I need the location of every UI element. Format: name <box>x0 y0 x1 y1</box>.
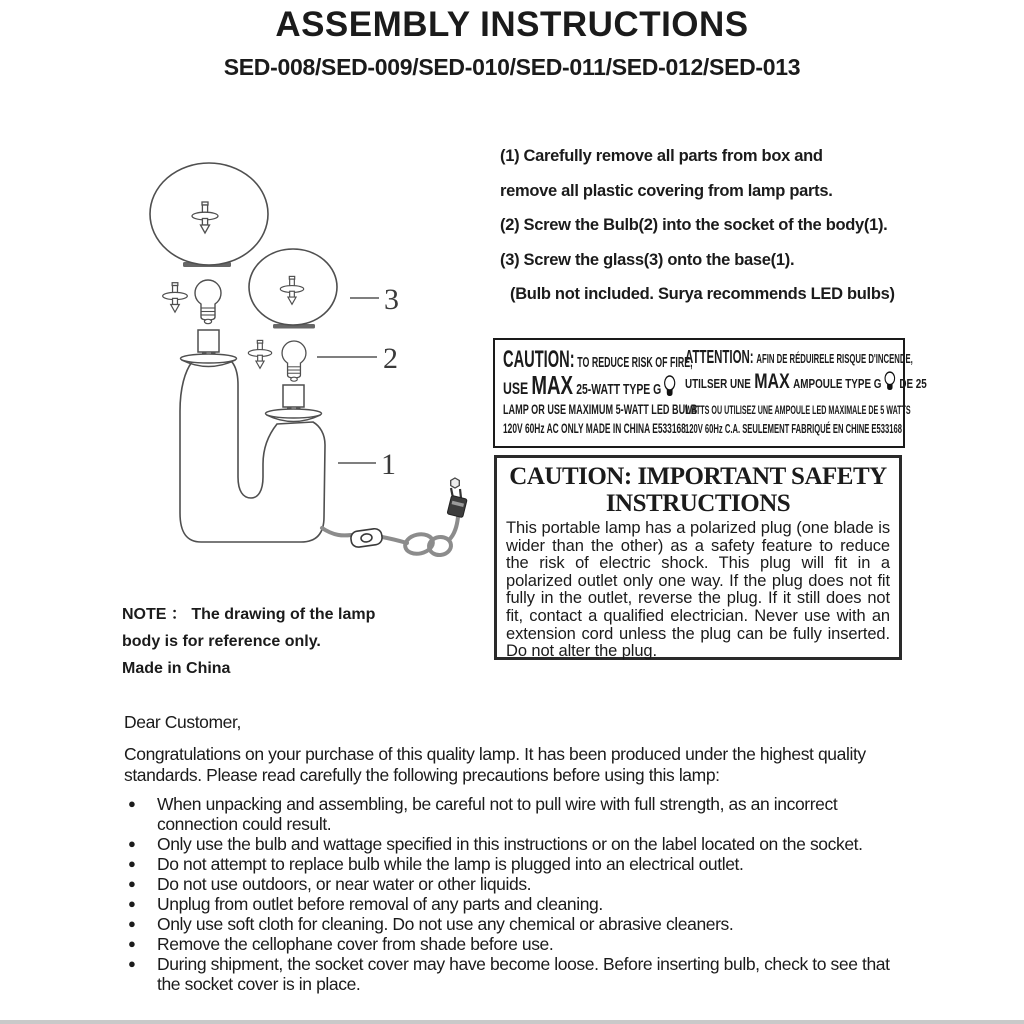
list-item <box>124 834 912 854</box>
attention-line4: 120V 60Hz C.A. SEULEMENT FABRIQUÉ EN CHINE E533168 <box>685 422 902 436</box>
precaution-text: Only use soft cloth for cleaning. Do not use any chemical or abrasive cleaners. <box>157 914 734 934</box>
safety-body-text: This portable lamp has a polarized plug (one blade is wider than the other) as a safety feature to reduce the risk of electric shock. This plug will fit in a polarized outlet only one way. If the plug does not fit fully in the outlet, reverse the plug. If it still does not fit, contact a qualified electrician. Never use with an extension cord unless the plug can be fully inserted. Do not alter the plug. <box>506 519 890 661</box>
safety-title <box>506 463 890 517</box>
caution-english <box>503 346 698 442</box>
plug-icon <box>447 478 467 518</box>
screw-arrow-icon <box>163 283 188 312</box>
safety-title-line1: CAUTION: IMPORTANT SAFETY <box>509 463 887 490</box>
step-3: (3) Screw the glass(3) onto the base(1). <box>500 250 795 269</box>
part-label-glass: 3 <box>384 283 399 316</box>
plug-nut <box>451 478 460 488</box>
bullet-icon: ● <box>128 836 136 851</box>
customer-letter <box>124 712 912 994</box>
bulb-icon <box>883 371 896 392</box>
caution-line3: LAMP OR USE MAXIMUM 5-WATT LED BULB <box>503 401 698 417</box>
precaution-text: Unplug from outlet before removal of any parts and cleaning. <box>157 894 603 914</box>
list-item <box>124 954 912 994</box>
step-2: (2) Screw the Bulb(2) into the socket of the body(1). <box>500 216 888 234</box>
bulb-icon <box>663 375 677 398</box>
bullet-icon: ● <box>128 796 136 811</box>
list-item <box>124 874 912 894</box>
precaution-text: During shipment, the socket cover may have become loose. Before inserting bulb, check to see that the socket cover is in place. <box>157 954 890 994</box>
bulb-spec: 25-WATT TYPE G <box>576 382 662 398</box>
part-label-bulb: 2 <box>383 342 398 375</box>
safety-instructions-box <box>494 455 902 660</box>
precaution-text: Remove the cellophane cover from shade before use. <box>157 934 554 954</box>
list-item <box>124 894 912 914</box>
bulb-small <box>282 341 306 381</box>
caution-line4: 120V 60Hz AC ONLY MADE IN CHINA E533168 <box>503 420 686 436</box>
bulb-note: (Bulb not included. Surya recommends LED bulbs) <box>510 285 895 303</box>
note-block <box>122 601 375 682</box>
list-item <box>124 914 912 934</box>
precaution-list <box>124 794 912 994</box>
model-numbers: SED-008/SED-009/SED-010/SED-011/SED-012/SED-013 <box>223 54 801 80</box>
bullet-icon: ● <box>128 856 136 871</box>
salutation: Dear Customer, <box>124 712 241 732</box>
intro-paragraph: Congratulations on your purchase of this quality lamp. It has been produced under the highest quality standards. Please read carefully the following precautions before using this lamp: <box>124 744 866 785</box>
socket-right <box>266 385 322 422</box>
note-line-2: body is for reference only. <box>122 633 321 650</box>
inline-switch <box>350 528 383 548</box>
use-words-fr: UTILSER UNE <box>685 376 751 391</box>
lamp-assembly-diagram <box>130 145 490 575</box>
bullet-icon: ● <box>128 936 136 951</box>
attention-rest: AFIN DE RÉDUIRELE RISQUE D'INCENDE, <box>756 352 913 366</box>
power-cord <box>322 517 458 556</box>
bulb-spec-fr: AMPOULE TYPE G <box>793 376 882 391</box>
screw-arrow-icon <box>248 340 271 368</box>
de25: DE 25 <box>899 376 927 391</box>
caution-label-box <box>493 338 927 448</box>
precaution-text: Do not use outdoors, or near water or other liquids. <box>157 874 532 894</box>
bullet-icon: ● <box>128 896 136 911</box>
precaution-text: When unpacking and assembling, be careful not to pull wire with full strength, as an incorrect connection could result. <box>157 794 838 834</box>
page-title: ASSEMBLY INSTRUCTIONS <box>275 5 749 44</box>
precaution-text: Do not attempt to replace bulb while the lamp is plugged into an electrical outlet. <box>157 854 744 874</box>
caution-word: CAUTION: <box>503 346 575 373</box>
attention-line3: WATTS OU UTILISEZ UNE AMPOULE LED MAXIMALE DE 5 WATTS <box>685 405 911 417</box>
list-item <box>124 794 912 834</box>
made-in-china: Made in China <box>122 660 231 677</box>
step-1-line-2: remove all plastic covering from lamp parts. <box>500 181 833 200</box>
note-line-1: NOTE ： The drawing of the lamp <box>122 606 376 623</box>
socket-left <box>181 330 237 367</box>
attention-word: ATTENTION: <box>685 346 754 367</box>
list-item <box>124 854 912 874</box>
bullet-icon: ● <box>128 956 136 971</box>
part-label-body: 1 <box>381 448 396 481</box>
scan-edge-artifact <box>0 1020 1024 1024</box>
caution-rest: TO REDUCE RISK OF FIRE, <box>577 355 693 371</box>
max-word-fr: MAX <box>754 370 790 393</box>
use-word: USE <box>503 379 529 398</box>
bullet-icon: ● <box>128 876 136 891</box>
max-word: MAX <box>531 370 573 400</box>
caution-french <box>685 346 1024 442</box>
step-1-line-1: (1) Carefully remove all parts from box and <box>500 147 823 165</box>
bullet-icon: ● <box>128 916 136 931</box>
precaution-text: Only use the bulb and wattage specified in this instructions or on the label located on the socket. <box>157 834 863 854</box>
assembly-steps <box>500 147 930 320</box>
list-item <box>124 934 912 954</box>
bulb-large <box>195 280 221 324</box>
safety-title-line2: INSTRUCTIONS <box>605 490 791 517</box>
